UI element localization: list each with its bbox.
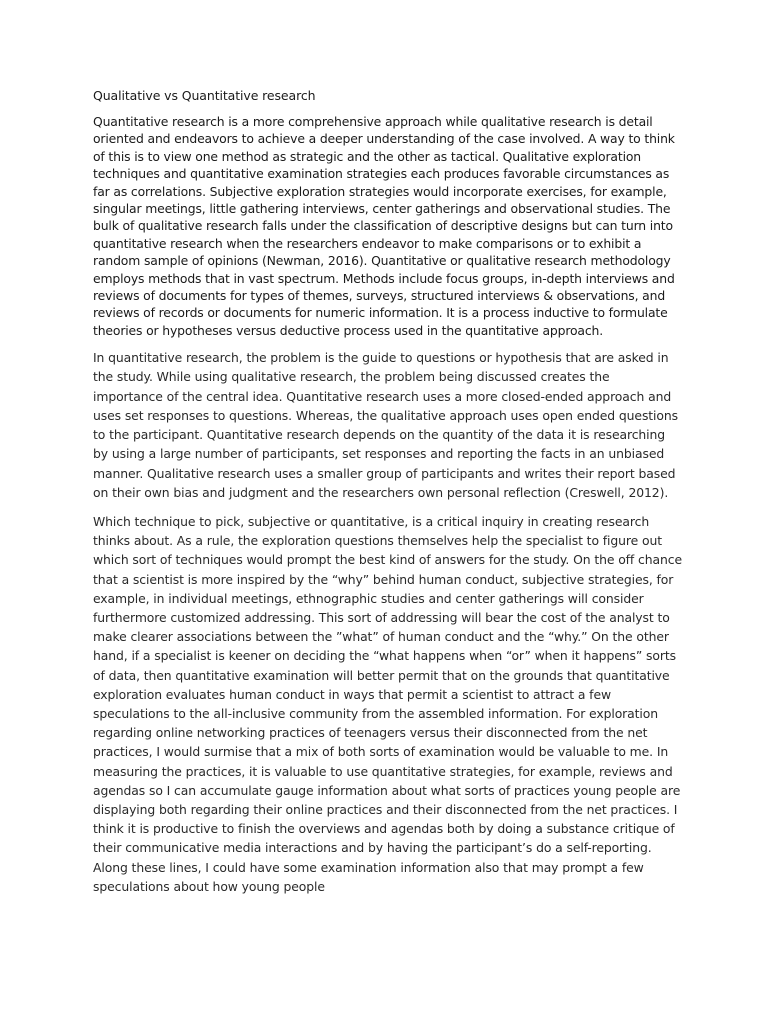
paragraph-1: Quantitative research is a more comprehensive approach while qualitative research is detail oriented and endeavors to achieve a deeper understanding of the case involved. A way to think of this is to view one method as strategic and the other as tactical. Qualitative exploration techniques and quantitative examination strategies each produces favorable circumstances as far as correlations. Subjective exploration strategies would incorporate exercises, for example, singular meetings, little gathering interviews, center gatherings and observational studies. The bulk of qualitative research falls under the classification of descriptive designs but can turn into quantitative research when the researchers endeavor to make comparisons or to exhibit a random sample of opinions (Newman, 2016). Quantitative or qualitative research methodology employs methods that in vast spectrum. Methods include focus groups, in-depth interviews and reviews of documents for types of themes, surveys, structured interviews & observations, and reviews of records or documents for numeric information. It is a process inductive to formulate theories or hypotheses versus deductive process used in the quantitative approach. xyxy=(93,114,675,338)
document-title: Qualitative vs Quantitative research xyxy=(93,88,316,103)
document-page xyxy=(93,86,683,896)
paragraph-3: Which technique to pick, subjective or quantitative, is a critical inquiry in creating research thinks about. As a rule, the exploration questions themselves help the specialist to figure out which sort of techniques would prompt the best kind of answers for the study. On the off chance that a scientist is more inspired by the “why” behind human conduct, subjective strategies, for example, in individual meetings, ethnographic studies and center gatherings will consider furthermore customized addressing. This sort of addressing will bear the cost of the analyst to make clearer associations between the ”what” of human conduct and the “why.” On the other hand, if a specialist is keener on deciding the “what happens when “or” when it happens” sorts of data, then quantitative examination will better permit that on the grounds that quantitative exploration evaluates human conduct in ways that permit a scientist to attract a few speculations to the all-inclusive community from the assembled information. For exploration regarding online networking practices of teenagers versus their disconnected from the net practices, I would surmise that a mix of both sorts of examination would be valuable to me. In measuring the practices, it is valuable to use quantitative strategies, for example, reviews and agendas so I can accumulate gauge information about what sorts of practices young people are displaying both regarding their online practices and their disconnected from the net practices. I think it is productive to finish the overviews and agendas both by doing a substance critique of their communicative media interactions and by having the participant’s do a self-reporting. Along these lines, I could have some examination information also that may prompt a few speculations about how young people xyxy=(93,513,682,894)
paragraph-2: In quantitative research, the problem is the guide to questions or hypothesis that are asked in the study. While using qualitative research, the problem being discussed creates the importance of the central idea. Quantitative research uses a more closed-ended approach and uses set responses to questions. Whereas, the qualitative approach uses open ended questions to the participant. Quantitative research depends on the quantity of the data it is researching by using a large number of participants, set responses and reporting the facts in an unbiased manner. Qualitative research uses a smaller group of participants and writes their report based on their own bias and judgment and the researchers own personal reflection (Creswell, 2012). xyxy=(93,350,678,500)
